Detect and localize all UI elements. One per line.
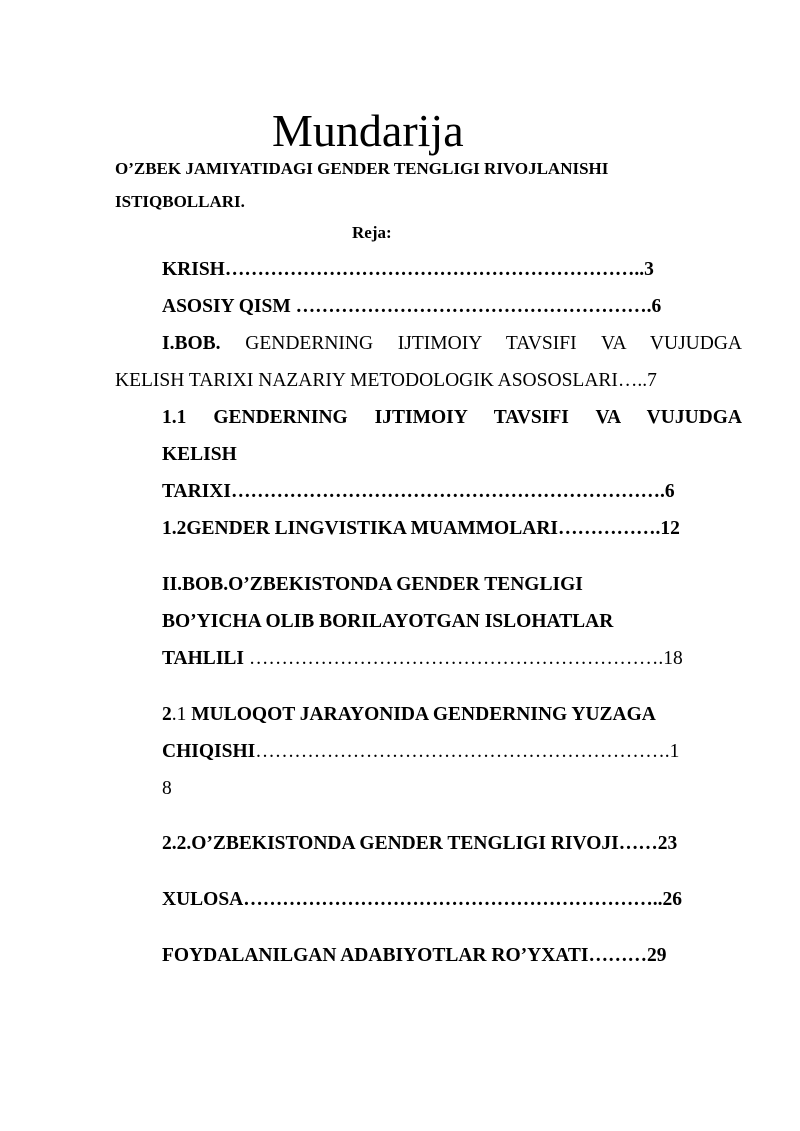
toc-entry-bob2-line2: BO’YICHA OLIB BORILAYOTGAN ISLOHATLAR xyxy=(162,611,614,632)
toc-entry-2-1-line3: 8 xyxy=(162,778,172,799)
toc-entry-1-1-line2: KELISH xyxy=(162,444,237,465)
toc-entry-2-1-line1 xyxy=(162,702,656,728)
s21-num-rest: .1 xyxy=(171,704,192,725)
bob1-label: I.BOB. xyxy=(162,333,221,354)
toc-entry-1-1-line3: TARIXI………………………………………………………….6 xyxy=(162,481,675,502)
s21-title-part1: MULOQOT JARAYONIDA GENDERNING YUZAGA xyxy=(191,704,656,725)
toc-entry-2-1-line2 xyxy=(162,739,679,765)
toc-entry-asosiy: ASOSIY QISM ……………………………………………….6 xyxy=(162,296,662,317)
subtitle-line-2: ISTIQBOLLARI. xyxy=(115,192,245,211)
bob2-page-leader: ……………………………………………………….18 xyxy=(244,648,683,669)
toc-entry-kirish: KRISH………………………………………………………..3 xyxy=(162,259,654,280)
toc-entry-xulosa: XULOSA………………………………………………………..26 xyxy=(162,889,683,910)
s21-page-leader: ……………………………………………………….1 xyxy=(255,741,680,762)
toc-entry-bob2-line1: II.BOB.O’ZBEKISTONDA GENDER TENGLIGI xyxy=(162,574,583,595)
bob1-title-part1: GENDERNING IJTIMOIY TAVSIFI VA VUJUDGA xyxy=(245,333,743,354)
toc-entry-2-2: 2.2.O’ZBEKISTONDA GENDER TENGLIGI RIVOJI……23 xyxy=(162,833,678,854)
toc-entry-1-1-line1: 1.1 GENDERNING IJTIMOIY TAVSIFI VA VUJUDGA xyxy=(162,407,742,428)
toc-entry-adabiyotlar: FOYDALANILGAN ADABIYOTLAR RO’YXATI………29 xyxy=(162,945,667,966)
toc-entry-bob2-line3 xyxy=(162,646,683,672)
toc-entry-bob1-line2: KELISH TARIXI NAZARIY METODOLOGIK ASOSOSLARI…..7 xyxy=(115,370,657,391)
subtitle-line-1: O’ZBEK JAMIYATIDAGI GENDER TENGLIGI RIVOJLANISHI xyxy=(115,159,609,178)
s21-chiqishi: CHIQISHI xyxy=(162,741,256,762)
page-title: Mundarija xyxy=(272,105,464,156)
s21-num-bold: 2 xyxy=(162,704,172,725)
reja-heading: Reja: xyxy=(352,223,392,242)
bob2-tahlili: TAHLILI xyxy=(162,648,244,669)
toc-entry-1-2: 1.2GENDER LINGVISTIKA MUAMMOLARI…………….12 xyxy=(162,518,680,539)
toc-entry-bob1-line1 xyxy=(162,331,742,357)
